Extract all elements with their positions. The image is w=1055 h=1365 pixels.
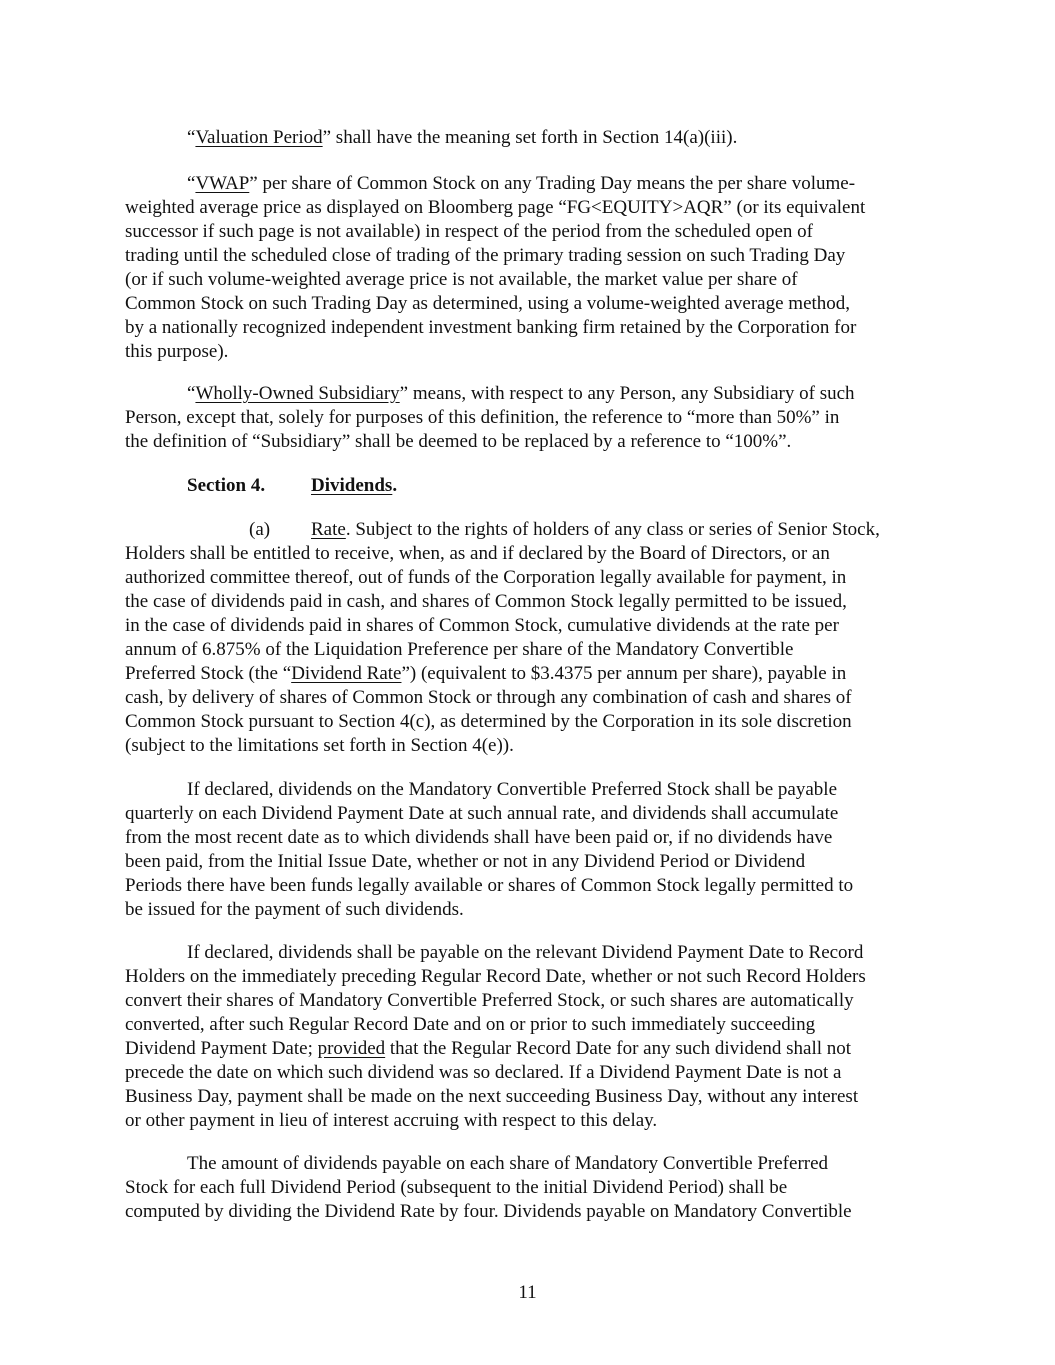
wholly-owned-line: the definition of “Subsidiary” shall be deemed to be replaced by a reference to “100%”. [125,431,792,452]
quarterly-paragraph-first-line: If declared, dividends on the Mandatory Convertible Preferred Stock shall be payable [187,779,838,800]
record-line: Business Day, payment shall be made on the next succeeding Business Day, without any interest [125,1086,859,1107]
definition-text: ” shall have the meaning set forth in Section 14(a)(iii). [322,127,738,148]
quarterly-line: be issued for the payment of such dividends. [125,899,464,920]
amount-line: Stock for each full Dividend Period (subsequent to the initial Dividend Period) shall be [125,1177,788,1198]
defined-term-wholly-owned-subsidiary: Wholly-Owned Subsidiary [195,383,400,404]
rate-dividend-rate-line [125,662,846,686]
record-line: convert their shares of Mandatory Convertible Preferred Stock, or such shares are automatically [125,990,854,1011]
record-line: converted, after such Regular Record Date and on or prior to such immediately succeeding [125,1014,816,1035]
quote-mark: “ [187,383,196,404]
record-text: that the Regular Record Date for any such dividend shall not [385,1038,852,1059]
vwap-line: Common Stock on such Trading Day as determined, using a volume-weighted average method, [125,293,851,314]
defined-term-valuation-period: Valuation Period [195,127,323,148]
vwap-line: (or if such volume-weighted average price is not available, the market value per share of [125,269,798,290]
section-4-number: Section 4. [187,475,266,496]
clause-a-text: . Subject to the rights of holders of any class or series of Senior Stock, [345,519,880,540]
quarterly-line: from the most recent date as to which dividends shall have been paid or, if no dividends have [125,827,833,848]
rate-line: the case of dividends paid in cash, and shares of Common Stock legally permitted to be issued, [125,591,847,612]
rate-text: ”) (equivalent to $3.4375 per annum per share), payable in [401,663,847,684]
vwap-line: by a nationally recognized independent investment banking firm retained by the Corporation for [125,317,857,338]
clause-a-first-line [311,518,880,542]
page-number: 11 [518,1282,537,1303]
vwap-line: trading until the scheduled close of trading of the primary trading session on such Trading Day [125,245,846,266]
rate-text: Preferred Stock (the “ [125,663,292,684]
rate-line: in the case of dividends paid in shares of Common Stock, cumulative dividends at the rate per [125,615,839,636]
clause-a-heading-rate: Rate [311,519,346,540]
rate-line: Holders shall be entitled to receive, when, as and if declared by the Board of Directors, or an [125,543,830,564]
rate-line: annum of 6.875% of the Liquidation Preference per share of the Mandatory Convertible [125,639,794,660]
defined-term-dividend-rate: Dividend Rate [291,663,402,684]
definition-text: ” means, with respect to any Person, any Subsidiary of such [399,383,855,404]
vwap-definition-first-line [187,172,855,196]
vwap-line: weighted average price as displayed on Bloomberg page “FG<EQUITY>AQR” (or its equivalent [125,197,866,218]
defined-term-vwap: VWAP [195,173,250,194]
vwap-line: this purpose). [125,341,229,362]
amount-line: computed by dividing the Dividend Rate by four. Dividends payable on Mandatory Convertible [125,1201,852,1222]
quarterly-line: been paid, from the Initial Issue Date, whether or not in any Dividend Period or Dividend [125,851,806,872]
quarterly-line: Periods there have been funds legally available or shares of Common Stock legally permitted to [125,875,854,896]
rate-line: Common Stock pursuant to Section 4(c), as determined by the Corporation in its sole discretion [125,711,852,732]
record-text: Dividend Payment Date; [125,1038,318,1059]
amount-paragraph-first-line: The amount of dividends payable on each share of Mandatory Convertible Preferred [187,1153,829,1174]
section-4-title: Dividends [311,475,393,496]
section-4-title-punct: . [392,475,398,496]
wholly-owned-line: Person, except that, solely for purposes of this definition, the reference to “more than 50%” in [125,407,840,428]
rate-line: authorized committee thereof, out of funds of the Corporation legally available for payment, in [125,567,847,588]
record-line: precede the date on which such dividend was so declared. If a Dividend Payment Date is not a [125,1062,842,1083]
rate-line: cash, by delivery of shares of Common Stock or through any combination of cash and shares of [125,687,852,708]
quarterly-line: quarterly on each Dividend Payment Date at such annual rate, and dividends shall accumulate [125,803,839,824]
rate-line: (subject to the limitations set forth in Section 4(e)). [125,735,514,756]
record-provided-line [125,1037,851,1061]
record-paragraph-first-line: If declared, dividends shall be payable on the relevant Dividend Payment Date to Record [187,942,864,963]
definition-text: ” per share of Common Stock on any Trading Day means the per share volume- [249,173,856,194]
quote-mark: “ [187,173,196,194]
clause-a-marker: (a) [249,519,271,540]
valuation-period-definition [187,126,737,150]
record-line: Holders on the immediately preceding Regular Record Date, whether or not such Record Holders [125,966,866,987]
section-4-heading [311,474,397,498]
record-line: or other payment in lieu of interest accruing with respect to this delay. [125,1110,658,1131]
wholly-owned-definition-first-line [187,382,855,406]
vwap-line: successor if such page is not available) in respect of the period from the scheduled open of [125,221,813,242]
term-provided: provided [317,1038,386,1059]
quote-mark: “ [187,127,196,148]
